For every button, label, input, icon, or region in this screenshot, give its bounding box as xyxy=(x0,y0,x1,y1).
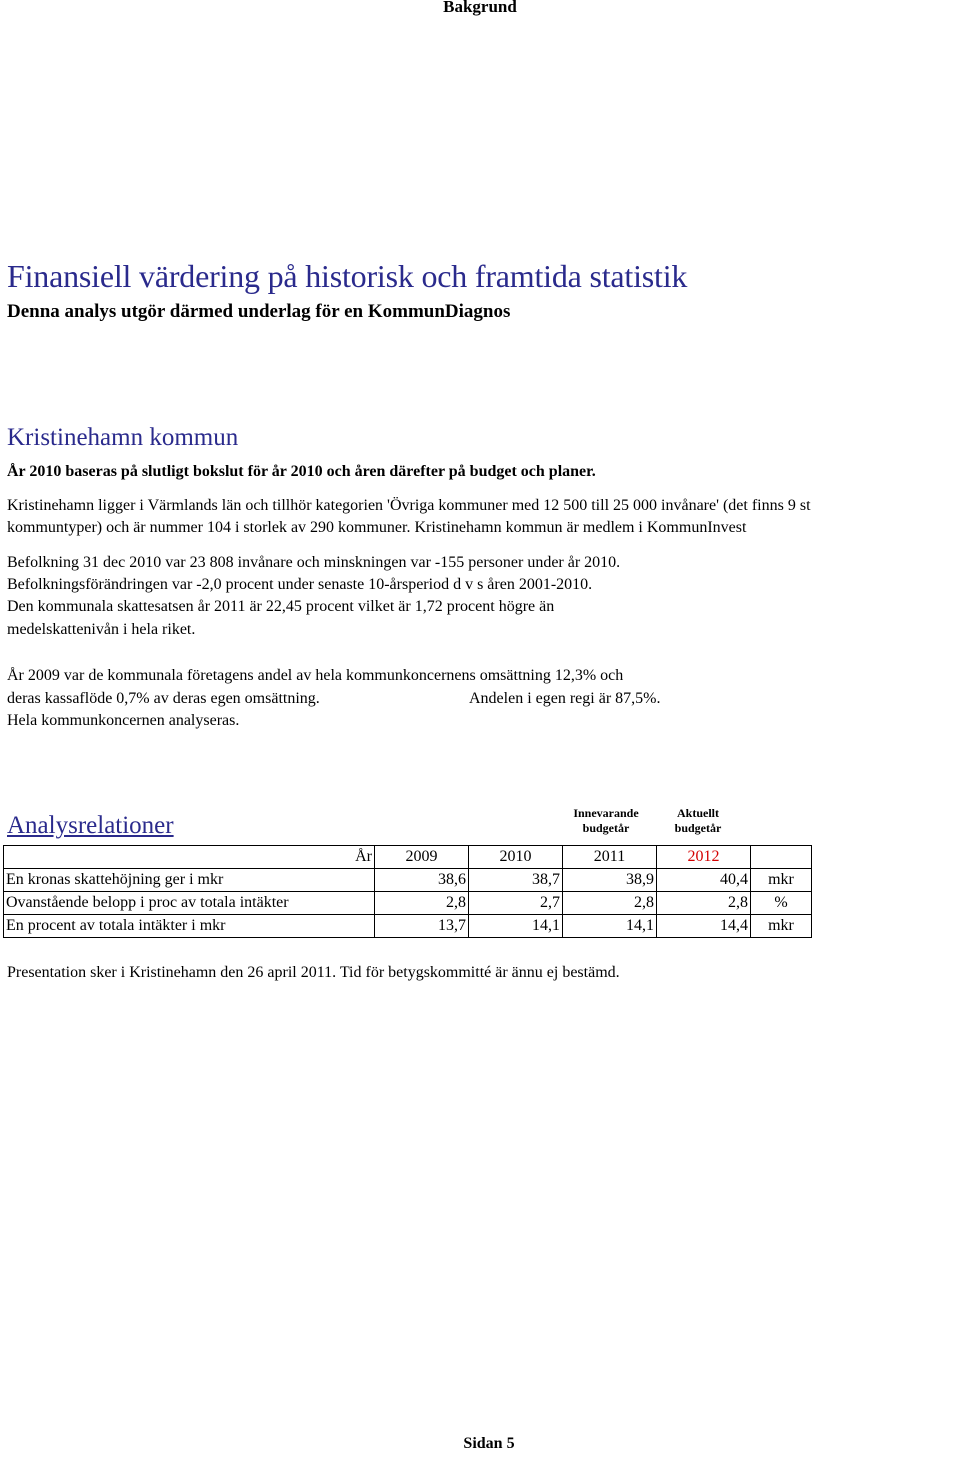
column-header-line: Aktuellt xyxy=(677,806,719,820)
unit-cell xyxy=(751,846,812,869)
year-cell: 2010 xyxy=(469,846,563,869)
municipality-name: Kristinehamn kommun xyxy=(7,424,239,451)
value-cell: 14,1 xyxy=(563,915,657,938)
column-header-actual-budget xyxy=(652,806,744,836)
year-cell-highlight: 2012 xyxy=(657,846,751,869)
value-cell: 14,1 xyxy=(469,915,563,938)
value-cell: 40,4 xyxy=(657,869,751,892)
table-row xyxy=(4,892,812,915)
company-line: År 2009 var de kommunala företagens andel av hela kommunkoncernens omsättning 12,3% och xyxy=(7,667,624,684)
year-cell: 2011 xyxy=(563,846,657,869)
value-cell: 14,4 xyxy=(657,915,751,938)
row-label: Ovanstående belopp i proc av totala intäkter xyxy=(4,892,375,915)
value-cell: 2,8 xyxy=(657,892,751,915)
value-cell: 38,9 xyxy=(563,869,657,892)
unit-cell: mkr xyxy=(751,869,812,892)
column-header-current-budget xyxy=(560,806,652,836)
page-subtitle: Denna analys utgör därmed underlag för en KommunDiagnos xyxy=(7,301,511,322)
column-header-line: Innevarande xyxy=(573,806,639,820)
value-cell: 13,7 xyxy=(375,915,469,938)
basis-statement: År 2010 baseras på slutligt bokslut för år 2010 och åren därefter på budget och planer. xyxy=(7,463,596,480)
presentation-note: Presentation sker i Kristinehamn den 26 april 2011. Tid för betygskommitté är ännu ej bestämd. xyxy=(7,964,620,981)
row-label: En kronas skattehöjning ger i mkr xyxy=(4,869,375,892)
population-line: Befolkning 31 dec 2010 var 23 808 invånare och minskningen var -155 personer under år 2010. xyxy=(7,554,621,571)
description-line: kommuntyper) och är nummer 104 i storlek av 290 kommuner. Kristinehamn kommun är medlem i KommunInvest xyxy=(7,519,747,536)
company-line: Andelen i egen regi är 87,5%. xyxy=(469,690,661,707)
column-header-line: budgetår xyxy=(582,821,630,835)
analysis-heading: Analysrelationer xyxy=(7,812,174,839)
table-header-row xyxy=(4,846,812,869)
population-line: Den kommunala skattesatsen år 2011 är 22,45 procent vilket är 1,72 procent högre än xyxy=(7,598,555,615)
company-line: deras kassaflöde 0,7% av deras egen omsättning. xyxy=(7,690,320,707)
unit-cell: % xyxy=(751,892,812,915)
value-cell: 2,8 xyxy=(375,892,469,915)
population-line: medelskattenivån i hela riket. xyxy=(7,621,196,638)
population-line: Befolkningsförändringen var -2,0 procent under senaste 10-årsperiod d v s åren 2001-2010. xyxy=(7,576,593,593)
company-line: Hela kommunkoncernen analyseras. xyxy=(7,712,240,729)
unit-cell: mkr xyxy=(751,915,812,938)
page-number: Sidan 5 xyxy=(463,1435,515,1452)
table-row xyxy=(4,915,812,938)
column-header-line: budgetår xyxy=(674,821,722,835)
value-cell: 2,8 xyxy=(563,892,657,915)
year-cell: 2009 xyxy=(375,846,469,869)
value-cell: 38,6 xyxy=(375,869,469,892)
page-header-label: Bakgrund xyxy=(443,0,517,16)
table-row xyxy=(4,869,812,892)
value-cell: 2,7 xyxy=(469,892,563,915)
page-title: Finansiell värdering på historisk och framtida statistik xyxy=(7,258,688,294)
analysis-table xyxy=(3,845,812,938)
year-label: År xyxy=(4,846,375,869)
description-line: Kristinehamn ligger i Värmlands län och tillhör kategorien 'Övriga kommuner med 12 500 till 25 000 invånare' (det finns 9 st xyxy=(7,497,811,514)
value-cell: 38,7 xyxy=(469,869,563,892)
row-label: En procent av totala intäkter i mkr xyxy=(4,915,375,938)
